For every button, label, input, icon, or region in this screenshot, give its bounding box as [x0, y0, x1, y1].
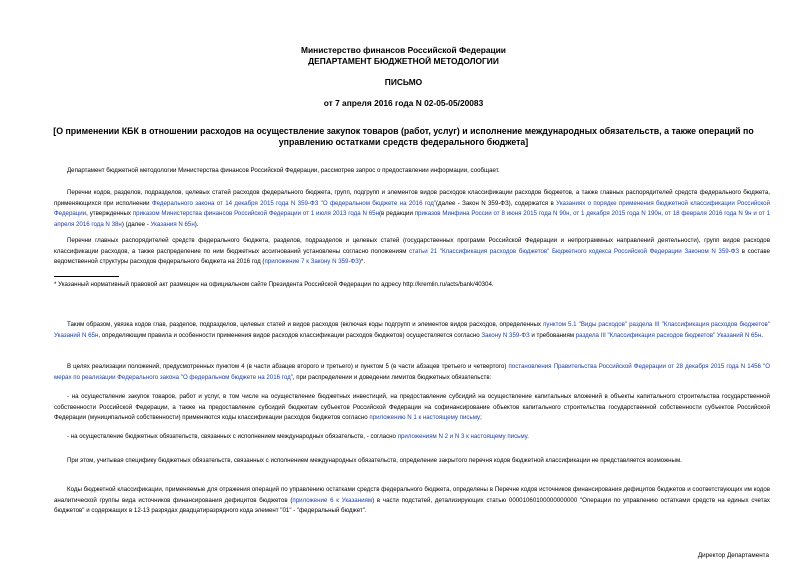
- text: .: [761, 331, 763, 339]
- text: Перечни кодов, разделов, подразделов, целевых статей расходов федерального бюджета, групп, подгрупп и элементов видов расходов классификации расходов бюджетов, а также главных распорядителей средств федерального бюджета, применяющихся при исполнении: [54, 189, 770, 207]
- document-type: ПИСЬМО: [384, 77, 423, 87]
- paragraph-code-linkage: [54, 320, 770, 341]
- link-appendices-2-3[interactable]: приложениям N 2 и N 3 к настоящему письму: [397, 433, 528, 440]
- link-budget-code-article-21[interactable]: статьи 21 "Классификация расходов бюджетов" Бюджетного кодекса Российской Федерации: [409, 247, 682, 255]
- paragraph-lists: [54, 188, 770, 230]
- link-amending-orders[interactable]: приказов Минфина России от 8 июня 2015 года N 90н, от 1 декабря 2015 года N 190н, от 18 февраля 2016 года N 9н и от 1 апреля 2016 года N 38н: [54, 210, 770, 228]
- link-instructions[interactable]: Указаниях о порядке применения бюджетной классификации Российской Федерации: [54, 199, 771, 218]
- link-order-65n[interactable]: приказом Министерства финансов Российской Федерации от 1 июля 2013 года N 65н: [132, 210, 379, 218]
- footnote: * Указанный нормативный правовой акт размещен на официальном сайте Президента Российской Федерации по адресу http://kremlin.ru/acts/bank/40304.: [54, 281, 494, 288]
- link-law-359-b[interactable]: Закону N 359-ФЗ: [481, 331, 530, 339]
- text: - на осуществление закупок товаров, работ и услуг, в том числе на осуществление бюджетных инвестиций, на предоставление субсидий на осуществление капитальных вложений в объекты капитального строительства государственной собственности Российской Федерации, а также на предоставление субсидий бюджетам субъектов Российской Федерации на софинансирование объектов капитального строительства государственной собственности субъектов Российской Федерации (муниципальной собственности) применяются коды классификации расходов бюджетов согласно: [54, 393, 770, 422]
- paragraph-procurement: [54, 392, 770, 424]
- text: (в редакции: [378, 210, 415, 218]
- text: ;: [480, 414, 482, 422]
- link-clause-5-1[interactable]: пунктом 5.1 "Виды расходов" раздела III "Классификация расходов бюджетов" Указаний N 65н: [54, 321, 770, 339]
- text: - на осуществление бюджетных обязательств, связанных с исполнением международных обязательств, - согласно: [67, 433, 398, 440]
- link-appendix-1[interactable]: приложению N 1 к настоящему письму: [369, 414, 481, 422]
- link-law-359[interactable]: Законом N 359-ФЗ: [684, 247, 740, 255]
- text: ).: [194, 220, 199, 228]
- link-government-decree-1456[interactable]: постановления Правительства Российской Федерации от 28 декабря 2015 года N 1456 "О мерах по реализации Федерального закона "О федеральном бюджете на 2016 год": [54, 363, 770, 381]
- link-instructions-65n[interactable]: Указания N 65н: [150, 220, 195, 228]
- ministry-name: Министерство финансов Российской Федерации: [301, 45, 506, 55]
- department-name: ДЕПАРТАМЕНТ БЮДЖЕТНОЙ МЕТОДОЛОГИИ: [308, 56, 499, 66]
- text: .: [527, 433, 529, 440]
- text: , при распределении и доведении лимитов бюджетных обязательств:: [292, 373, 492, 381]
- text: ) в части подстатей, детализирующих статью 00001060100000000000 "Операции по управлению остатками средств на единых счетах бюджетов" и содержащих в 12-13 разрядах двадцатиразрядного кода элемент "01" - "федеральный бюджет".: [54, 496, 770, 515]
- text: )*.: [358, 258, 366, 266]
- paragraph-implementation: [54, 362, 770, 383]
- text: и требованиям: [529, 331, 576, 339]
- paragraph-distributors: [54, 236, 770, 268]
- text: В целях реализации положений, предусмотренных пунктом 4 (в части абзацев второго и третьего) и пунктом 5 (в части абзацев третьего и четвертого): [67, 363, 509, 370]
- text: Коды бюджетной классификации, применяемые для отражения операций по управлению остатками средств федерального бюджета, определены в Перечне кодов источников финансирования дефицитов бюджетов и соответствующих им кодов аналитической группы вида источников финансирования дефицитов бюджетов (: [54, 486, 770, 504]
- text: , определяющим правила и особенности применения видов расходов классификации расходов бюджетов) осуществляется согласно: [98, 331, 482, 339]
- document-title: [О применении КБК в отношении расходов на осуществление закупок товаров (работ, услуг) и исполнение международных обязательств, а также операций по управлению остатками средств федерального бюджета]: [53, 126, 754, 147]
- paragraph-intro: Департамент бюджетной методологии Министерства финансов Российской Федерации, рассмотрев запрос о предоставлении информации, сообщает.: [67, 167, 500, 174]
- text: ) (далее -: [121, 220, 151, 228]
- signature-title: Директор Департамента: [697, 552, 769, 559]
- link-appendix-6[interactable]: приложение 6 к Указаниям: [292, 496, 373, 504]
- paragraph-international: [54, 432, 770, 443]
- document-date-number: от 7 апреля 2016 года N 02-05-05/20083: [323, 98, 484, 108]
- text: в составе ведомственной структуры расходов федерального бюджета на 2016 год (: [54, 247, 770, 266]
- paragraph-specifics: При этом, учитывая специфику бюджетных обязательств, связанных с исполнением международных обязательств, определение закрытого перечня кодов бюджетной классификации не представляется возможным.: [67, 457, 682, 464]
- link-appendix-7[interactable]: приложение 7 к Закону N 359-ФЗ: [264, 258, 359, 266]
- text: , утвержденных: [86, 210, 133, 218]
- link-federal-law-359[interactable]: Федерального закона от 14 декабря 2015 года N 359-ФЗ "О федеральном бюджете на 2016 год": [151, 199, 436, 207]
- paragraph-balances: [54, 485, 770, 517]
- footnote-divider: [54, 276, 119, 277]
- text: Перечни главных распорядителей средств федерального бюджета, разделов, подразделов и целевых статей (государственных программ Российской Федерации и непрограммных направлений деятельности), групп видов расходов классификации расходов, а также распределение по ним бюджетных ассигнований установлены согласно положениям: [54, 237, 770, 255]
- link-section-iii[interactable]: раздела III "Классификация расходов бюджетов" Указаний N 65н: [575, 331, 762, 339]
- text: (далее - Закон N 359-ФЗ), содержатся в: [435, 199, 557, 207]
- text: Таким образом, увязка кодов глав, разделов, подразделов, целевых статей и видов расходов (включая коды подгрупп и элементов видов расходов, определенных: [67, 321, 544, 328]
